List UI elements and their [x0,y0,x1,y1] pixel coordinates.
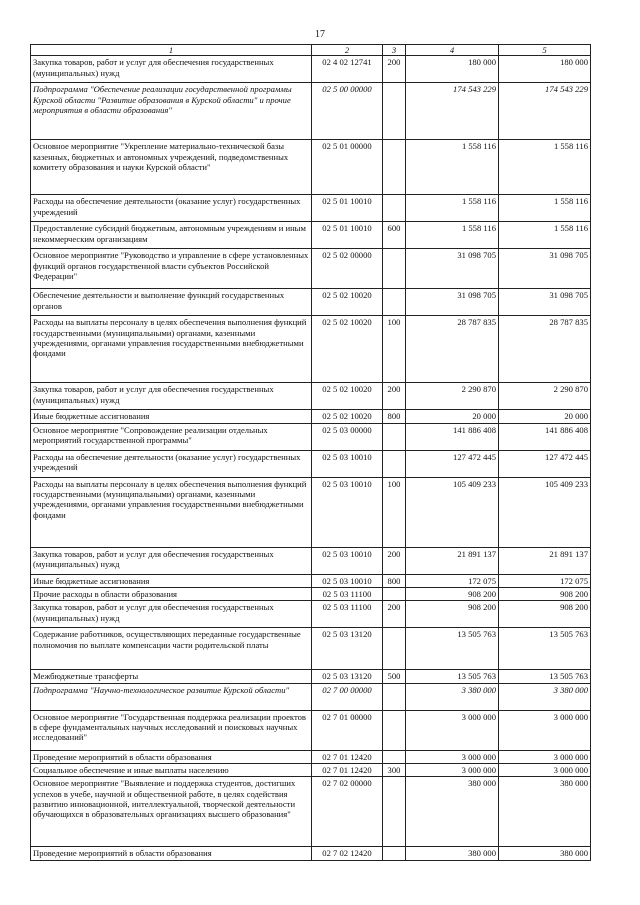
row-expense-type [383,195,406,222]
row-code: 02 5 02 10020 [312,289,383,316]
table-row [31,383,591,410]
row-value-year1: 3 000 000 [406,763,499,776]
row-name: Основное мероприятие "Сопровождение реализации отдельных мероприятий государственной программы" [31,423,312,450]
row-value-year1: 31 098 705 [406,289,499,316]
table-row [31,56,591,83]
row-expense-type [383,140,406,195]
table-row [31,195,591,222]
row-value-year1: 1 558 116 [406,195,499,222]
table-row [31,683,591,710]
row-code: 02 5 03 10010 [312,477,383,547]
row-code: 02 5 01 00000 [312,140,383,195]
row-expense-type [383,750,406,763]
row-code: 02 5 02 10020 [312,410,383,423]
row-value-year2: 180 000 [499,56,591,83]
row-code: 02 5 02 10020 [312,383,383,410]
row-code: 02 5 03 10010 [312,574,383,587]
row-value-year2: 21 891 137 [499,547,591,574]
header-col-2: 2 [312,45,383,56]
row-value-year2: 127 472 445 [499,450,591,477]
row-value-year2: 20 000 [499,410,591,423]
row-code: 02 7 01 12420 [312,750,383,763]
row-value-year2: 2 290 870 [499,383,591,410]
table-row [31,222,591,249]
table-row [31,670,591,683]
row-expense-type: 100 [383,477,406,547]
row-code: 02 5 02 10020 [312,316,383,383]
row-value-year1: 20 000 [406,410,499,423]
row-value-year2: 31 098 705 [499,289,591,316]
row-expense-type: 600 [383,222,406,249]
row-name: Проведение мероприятий в области образования [31,750,312,763]
table-row [31,477,591,547]
row-code: 02 5 02 00000 [312,249,383,289]
row-value-year1: 1 558 116 [406,222,499,249]
row-value-year1: 13 505 763 [406,670,499,683]
row-name: Содержание работников, осуществляющих переданные государственные полномочия по выплате компенсации части родительской платы [31,628,312,670]
row-code: 02 5 03 10010 [312,450,383,477]
row-code: 02 7 01 00000 [312,710,383,750]
row-name: Закупка товаров, работ и услуг для обеспечения государственных (муниципальных) нужд [31,56,312,83]
row-name: Основное мероприятие "Руководство и управление в сфере установленных функций органов государственной власти субъектов Российской Федерации" [31,249,312,289]
row-expense-type [383,289,406,316]
row-value-year1: 908 200 [406,587,499,600]
table-row [31,547,591,574]
row-name: Прочие расходы в области образования [31,587,312,600]
row-value-year2: 380 000 [499,847,591,860]
row-value-year2: 3 000 000 [499,763,591,776]
row-value-year2: 1 558 116 [499,140,591,195]
table-row [31,410,591,423]
row-value-year1: 174 543 229 [406,83,499,140]
row-name: Закупка товаров, работ и услуг для обеспечения государственных (муниципальных) нужд [31,547,312,574]
row-code: 02 5 03 11100 [312,601,383,628]
row-value-year1: 3 380 000 [406,683,499,710]
row-value-year2: 31 098 705 [499,249,591,289]
page-number: 17 [315,29,325,40]
row-expense-type [383,450,406,477]
row-expense-type [383,847,406,860]
row-name: Закупка товаров, работ и услуг для обеспечения государственных (муниципальных) нужд [31,601,312,628]
row-code: 02 5 03 11100 [312,587,383,600]
row-value-year2: 3 380 000 [499,683,591,710]
row-value-year2: 13 505 763 [499,670,591,683]
table-row [31,601,591,628]
table-row [31,763,591,776]
row-name: Проведение мероприятий в области образования [31,847,312,860]
row-expense-type [383,423,406,450]
row-name: Подпрограмма "Научно-технологическое развитие Курской области" [31,683,312,710]
table-row [31,249,591,289]
row-value-year2: 908 200 [499,587,591,600]
row-expense-type [383,628,406,670]
row-name: Основное мероприятие "Выявление и поддержка студентов, достигших успехов в учебе, научной и общественной работе, в целях содействия развитию инновационной, интеллектуальной, творческой деятельности обучающихся в образовательных организациях высшего образования" [31,777,312,847]
header-col-1: 1 [31,45,312,56]
row-expense-type: 200 [383,56,406,83]
header-col-5: 5 [499,45,591,56]
table-row [31,777,591,847]
header-col-4: 4 [406,45,499,56]
row-value-year2: 3 000 000 [499,750,591,763]
table-row [31,587,591,600]
row-value-year1: 908 200 [406,601,499,628]
row-name: Предоставление субсидий бюджетным, автономным учреждениям и иным некоммерческим организациям [31,222,312,249]
row-value-year1: 1 558 116 [406,140,499,195]
row-value-year1: 141 886 408 [406,423,499,450]
row-value-year2: 105 409 233 [499,477,591,547]
row-code: 02 5 00 00000 [312,83,383,140]
row-value-year2: 141 886 408 [499,423,591,450]
row-expense-type: 100 [383,316,406,383]
row-name: Обеспечение деятельности и выполнение функций государственных органов [31,289,312,316]
row-value-year2: 1 558 116 [499,222,591,249]
row-expense-type [383,587,406,600]
row-value-year2: 1 558 116 [499,195,591,222]
table-row [31,710,591,750]
row-name: Расходы на выплаты персоналу в целях обеспечения выполнения функций государственными (муниципальными) органами, казенными учреждениями, органами управления государственными внебюджетными фондами [31,316,312,383]
header-row [31,45,591,56]
row-expense-type [383,83,406,140]
row-code: 02 5 01 10010 [312,195,383,222]
row-value-year1: 380 000 [406,777,499,847]
row-value-year2: 908 200 [499,601,591,628]
row-value-year1: 13 505 763 [406,628,499,670]
table-row [31,140,591,195]
row-code: 02 7 00 00000 [312,683,383,710]
row-code: 02 5 03 10010 [312,547,383,574]
row-code: 02 5 01 10010 [312,222,383,249]
row-code: 02 7 01 12420 [312,763,383,776]
table-row [31,750,591,763]
row-name: Расходы на обеспечение деятельности (оказание услуг) государственных учреждений [31,450,312,477]
row-expense-type [383,683,406,710]
row-code: 02 4 02 12741 [312,56,383,83]
row-expense-type: 500 [383,670,406,683]
row-name: Межбюджетные трансферты [31,670,312,683]
row-value-year1: 31 098 705 [406,249,499,289]
row-value-year1: 172 075 [406,574,499,587]
row-name: Социальное обеспечение и иные выплаты населению [31,763,312,776]
row-value-year2: 380 000 [499,777,591,847]
row-name: Основное мероприятие "Государственная поддержка реализации проектов в сфере фундаментальных научных исследований и поисковых научных исследований" [31,710,312,750]
table-row [31,847,591,860]
row-name: Расходы на выплаты персоналу в целях обеспечения выполнения функций государственными (муниципальными) органами, казенными учреждениями, органами управления государственными внебюджетными фондами [31,477,312,547]
row-name: Закупка товаров, работ и услуг для обеспечения государственных (муниципальных) нужд [31,383,312,410]
row-value-year1: 127 472 445 [406,450,499,477]
row-value-year1: 380 000 [406,847,499,860]
row-code: 02 5 03 13120 [312,670,383,683]
row-value-year1: 180 000 [406,56,499,83]
row-value-year1: 3 000 000 [406,750,499,763]
row-expense-type [383,710,406,750]
table-row [31,289,591,316]
row-value-year2: 3 000 000 [499,710,591,750]
row-expense-type: 200 [383,383,406,410]
row-value-year1: 105 409 233 [406,477,499,547]
row-value-year2: 13 505 763 [499,628,591,670]
table-row [31,450,591,477]
table-row [31,423,591,450]
budget-table [30,44,591,861]
row-expense-type: 200 [383,601,406,628]
row-value-year2: 174 543 229 [499,83,591,140]
row-expense-type: 200 [383,547,406,574]
row-value-year1: 28 787 835 [406,316,499,383]
row-expense-type [383,777,406,847]
row-expense-type: 300 [383,763,406,776]
row-value-year2: 28 787 835 [499,316,591,383]
row-name: Иные бюджетные ассигнования [31,410,312,423]
table-row [31,574,591,587]
row-value-year1: 21 891 137 [406,547,499,574]
row-value-year2: 172 075 [499,574,591,587]
row-code: 02 7 02 12420 [312,847,383,860]
row-code: 02 5 03 00000 [312,423,383,450]
table-row [31,316,591,383]
header-col-3: 3 [383,45,406,56]
row-name: Иные бюджетные ассигнования [31,574,312,587]
row-name: Подпрограмма "Обеспечение реализации государственной программы Курской области "Развитие образования в Курской области" и прочие мероприятия в области образования" [31,83,312,140]
row-value-year1: 2 290 870 [406,383,499,410]
row-code: 02 7 02 00000 [312,777,383,847]
row-name: Расходы на обеспечение деятельности (оказание услуг) государственных учреждений [31,195,312,222]
row-expense-type: 800 [383,410,406,423]
row-code: 02 5 03 13120 [312,628,383,670]
row-expense-type [383,249,406,289]
row-name: Основное мероприятие "Укрепление материально-технической базы казенных, бюджетных и автономных учреждений, подведомственных комитету образования и науки Курской области" [31,140,312,195]
row-value-year1: 3 000 000 [406,710,499,750]
table-row [31,83,591,140]
table-row [31,628,591,670]
row-expense-type: 800 [383,574,406,587]
